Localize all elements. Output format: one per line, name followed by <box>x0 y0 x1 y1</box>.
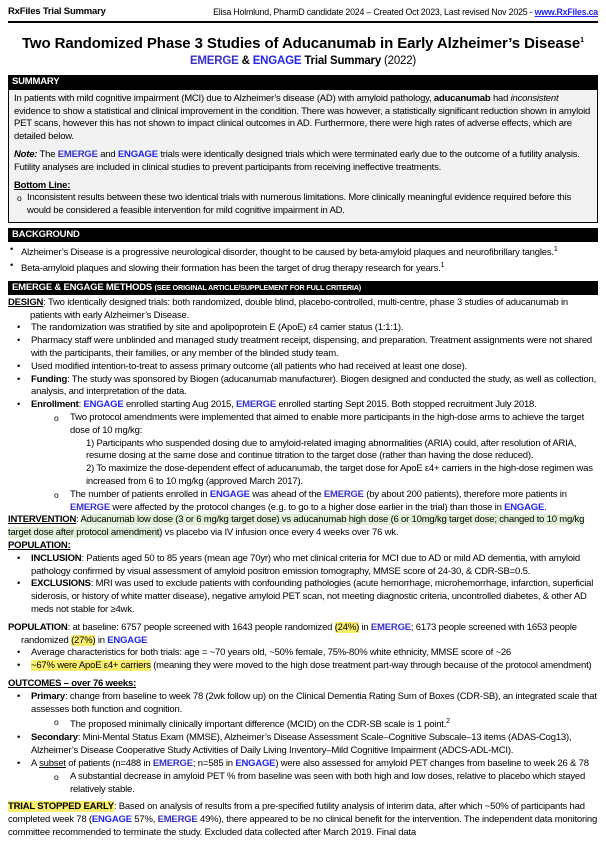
population-bullet-apoe <box>8 660 598 673</box>
text-run: (27%) <box>71 634 96 646</box>
text-run: Primary <box>31 690 65 702</box>
text-run: vs placebo via IV infusion once every 4 weeks over 76 wk. <box>162 527 399 539</box>
text-run: EMERGE <box>57 148 98 160</box>
text-run: (meaning they were moved to the high dose treatment part-way through because of the protocol amendment) <box>150 660 592 672</box>
text-run: enrolled starting Aug 2015, <box>123 399 237 411</box>
text-run: ~67% were ApoE ε4+ carriers <box>31 660 151 672</box>
text-run: 57%, <box>131 814 158 826</box>
text-run: of patients (n=488 in <box>65 757 153 769</box>
population-bullet-average <box>8 647 598 660</box>
text-run: The <box>37 148 58 160</box>
text-run: EMERGE <box>157 814 198 826</box>
text-run: EXCLUSIONS <box>31 578 91 590</box>
background-bullet-1 <box>8 244 598 260</box>
text-run: subset <box>39 757 66 769</box>
text-run: 1) Participants who suspended dosing due to amyloid-related imaging abnormalities (ARIA) could, after resolution of ARIA, resume dosing at the same dose and continue titration to the target dose (rather than having the dose reduced). <box>86 437 577 462</box>
text-run: Note: <box>14 148 38 160</box>
outcomes-sub-mcid <box>8 716 598 732</box>
text-run: ENGAGE <box>209 488 250 500</box>
outcomes-bullet-subset <box>8 758 598 771</box>
outcomes-sub-pet <box>8 771 598 797</box>
header <box>8 6 598 23</box>
page-subtitle <box>8 55 598 68</box>
text-run: Used modified intention-to-treat to assess primary outcome (all patients who had received at least one dose). <box>31 360 468 372</box>
text-run: (24%) <box>334 621 360 633</box>
population-heading: POPULATION: <box>8 540 71 552</box>
summary-note <box>14 149 591 175</box>
text-run: 2) To maximize the dose-dependent effect of aducanumab, the target dose for ApoE ε4+ carriers in the high-dose regimen was increased from 6 to 10 mg/kg (approved March 2017). <box>86 463 593 488</box>
text-run: 49%), there appeared to be no clinical benefit for the intervention. The independent data monitoring committee recommended to terminate the study. Excluded data collected after March 2019. Final data <box>8 814 598 838</box>
text-run: ENGAGE <box>91 814 132 826</box>
population-bullet-exclusions <box>8 578 598 616</box>
header-byline <box>213 6 598 19</box>
text-run: ; 6173 people screened with 1653 people randomized <box>21 621 577 646</box>
text-run: : change from baseline to week 78 (2wk follow up) on the Clinical Dementia Rating Sum of Boxes (CDR-SB), an integrated scale that assesses both function and cognition. <box>31 690 597 715</box>
text-run: aducanumab <box>433 92 491 104</box>
text-run: ENGAGE <box>83 399 124 411</box>
text-run: : <box>78 399 84 411</box>
text-run: Two Randomized Phase 3 Studies of Aducanumab in Early Alzheimer’s Disease <box>21 34 581 52</box>
text-run: inconsistent <box>510 92 559 104</box>
text-run: DESIGN <box>8 296 44 308</box>
text-run: had <box>490 92 511 104</box>
text-run: evidence to show a statistical and clinical improvement in the condition. There was however, a statistically significant reduction shown in amyloid PET scans, however this has not shown to impact clinical outcomes in AD. Furthermore, there were high rates of adverse effects, which are detailed below. <box>14 105 591 143</box>
text-run: : Mini-Mental Status Exam (MMSE), Alzheimer’s Disease Assessment Scale–Cognitive Subscale–13 items (ADAS-Cog13), Alzheimer’s Disease Cooperative Study Activities of Daily Living Inventory–Mild Cognitive Impairment (ADCS-ADL-MCI). <box>31 732 572 757</box>
text-run: EMERGE <box>70 501 110 513</box>
rxfiles-link[interactable]: www.RxFiles.ca <box>534 7 598 17</box>
text-run: (by about 200 patients), therefore more patients in <box>363 488 567 500</box>
amendment-1-paragraph <box>8 438 598 464</box>
text-run: Secondary <box>31 732 78 744</box>
text-run: Trial Summary <box>301 54 385 67</box>
text-run: 1 <box>580 36 585 44</box>
text-run: : at baseline: 6757 people screened with 1643 people randomized <box>67 621 335 633</box>
text-run: in <box>95 634 108 646</box>
text-run: Inconsistent results between these two identical trials with numerous limitations. More clinically meaningful evidence required before this would be considered a feasible intervention for mild cognitive impairment in AD. <box>27 192 572 217</box>
text-run: ; n=585 in <box>192 757 236 769</box>
text-run: EMERGE & ENGAGE METHODS <box>12 281 155 293</box>
text-run: ENGAGE <box>504 501 545 513</box>
population-baseline-paragraph <box>8 622 598 648</box>
text-run: EMERGE <box>189 54 239 67</box>
header-byline-text: Elisa Holmlund, PharmD candidate 2024 – Created Oct 2023, Last revised Nov 2025 - <box>213 7 535 17</box>
design-paragraph <box>8 297 598 323</box>
text-run: ENGAGE <box>252 54 302 67</box>
text-run: Aducanumab low dose (3 or 6 mg/kg target dose) vs aducanumab high dose (6 or 10mg/kg target dose; changed to 10 mg/kg target dose after protocol amendment) <box>8 514 585 539</box>
text-run: ENGAGE <box>107 634 148 646</box>
section-header-summary: SUMMARY <box>8 75 598 89</box>
text-run: : Patients aged 50 to 85 years (mean age 70yr) who met clinical criteria for MCI due to AD or mild AD dementia, with amyloid pathology confirmed by visual assessment of amyloid positron emission tomography, MMSE score of 24-30, & CDR-SB=0.5. <box>31 552 580 577</box>
text-run: (SEE ORIGINAL ARTICLE/SUPPLEMENT FOR FULL CRITERIA) <box>154 282 362 292</box>
text-run: INTERVENTION <box>8 514 77 526</box>
summary-paragraph <box>14 93 591 144</box>
methods-bullet-enrollment <box>8 399 598 412</box>
text-run: ENGAGE <box>117 148 158 160</box>
text-run: 1 <box>553 245 558 253</box>
outcomes-heading: OUTCOMES – over 76 weeks: <box>8 677 137 689</box>
section-header-background: BACKGROUND <box>8 228 598 242</box>
text-run: (2022) <box>384 54 417 67</box>
text-run: TRIAL STOPPED EARLY <box>8 801 114 813</box>
text-run: ) were also assessed for amyloid PET changes from baseline to week 26 & 78 <box>275 757 589 769</box>
text-run: A <box>31 757 40 769</box>
text-run: The randomization was stratified by site and apolipoprotein E (ApoE) ε4 carrier status (1:1:1). <box>31 322 404 334</box>
text-run: trials were identically designed trials which were terminated early due to the outcome of a futility analysis. Futility analyses are included in clinical studies to prevent participants from receiving ineffective treatments. <box>14 148 580 173</box>
text-run: EMERGE <box>152 757 193 769</box>
text-run: Pharmacy staff were unblinded and managed study treatment receipt, dispensing, and preparation. Treatment assignments were not shared with the participants, their families, or any member of the blinded study team. <box>31 335 592 360</box>
text-run: Two protocol amendments were implemented that aimed to enable more participants in the high-dose arms to achieve the target dose of 10 mg/kg: <box>70 412 585 436</box>
methods-bullet-pharmacy <box>8 335 598 361</box>
text-run: and <box>97 148 118 160</box>
text-run: enrolled starting Sept 2015. Both stopped recruitment July 2018. <box>276 399 537 411</box>
text-run: : <box>76 514 81 526</box>
text-run: The number of patients enrolled in <box>70 488 210 500</box>
text-run: was ahead of the <box>249 488 324 500</box>
methods-bullet-itt <box>8 361 598 374</box>
text-run: POPULATION <box>8 621 68 633</box>
text-run: 2 <box>446 718 451 726</box>
text-run: The proposed minimally clinically important difference (MCID) on the CDR-SB scale is 1 point. <box>70 719 447 731</box>
header-brand: RxFiles Trial Summary <box>8 6 106 17</box>
text-run: INCLUSION <box>31 552 82 564</box>
section-header-methods <box>8 281 598 295</box>
text-run: & <box>238 54 253 67</box>
text-run: EMERGE <box>370 621 411 633</box>
text-run: EMERGE <box>236 399 276 411</box>
text-run: : The study was sponsored by Biogen (aducanumab manufacturer). Biogen designed and conducted the study, as well as collection, analysis, and interpretation of the data. <box>31 373 597 398</box>
enrollment-sub-enrolled-ahead <box>8 489 598 515</box>
text-run: ENGAGE <box>235 757 276 769</box>
enrollment-sub-amendments <box>8 412 598 438</box>
text-run: Funding <box>31 373 68 385</box>
text-run: Average characteristics for both trials: age = ~70 years old, ~50% female, 75%-80% white ethnicity, MMSE score of ~26 <box>31 647 512 659</box>
text-run: were affected by the protocol changes (e.g. to go to a higher dose earlier in the trial) than those in <box>109 501 505 513</box>
text-run: . <box>544 501 547 513</box>
bottom-line-heading: Bottom Line: <box>14 179 71 191</box>
text-run: In patients with mild cognitive impairment (MCI) due to Alzheimer’s disease (AD) with amyloid pathology, <box>14 92 434 104</box>
amendment-2-paragraph <box>8 463 598 489</box>
methods-bullet-randomization <box>8 322 598 335</box>
page-title <box>8 32 598 52</box>
text-run: Beta-amyloid plaques and slowing their formation has been the target of drug therapy research for years. <box>21 263 441 275</box>
text-run: Enrollment <box>31 399 79 411</box>
text-run: EMERGE <box>323 488 364 500</box>
population-bullet-inclusion <box>8 553 598 579</box>
text-run: : Two identically designed trials: both randomized, double blind, placebo-controlled, multi-centre, phase 3 studies of aducanumab in patients with early Alzheimer’s Disease. <box>30 296 568 321</box>
bottom-line-item <box>14 192 591 218</box>
text-run: : Based on analysis of results from a pre-specified futility analysis of interim data, after which ~50% of participants had completed week 78 ( <box>8 801 585 826</box>
text-run: Alzheimer’s Disease is a progressive neurological disorder, thought to be caused by beta-amyloid plaques and neurofibrillary tangles. <box>21 247 554 259</box>
background-bullet-2 <box>8 260 598 276</box>
text-run: in <box>359 621 371 633</box>
trial-stopped-paragraph <box>8 801 598 839</box>
outcomes-bullet-secondary <box>8 732 598 758</box>
methods-bullet-funding <box>8 374 598 400</box>
text-run: : MRI was used to exclude patients with confounding pathologies (acute hemorrhage, microhemorrhage, infarction, superficial siderosis, or history of white matter disease), negative amyloid PET scan, not meeting diagnostic criteria, uncontrolled diabetes, & other AD meds not stable for ≥4wk. <box>31 578 594 615</box>
text-run: 1 <box>440 261 445 269</box>
summary-box <box>8 89 598 223</box>
intervention-paragraph <box>8 514 598 540</box>
text-run: A substantial decrease in amyloid PET % from baseline was seen with both high and low doses, relative to placebo which stayed relatively stable. <box>70 770 586 795</box>
outcomes-bullet-primary <box>8 691 598 717</box>
